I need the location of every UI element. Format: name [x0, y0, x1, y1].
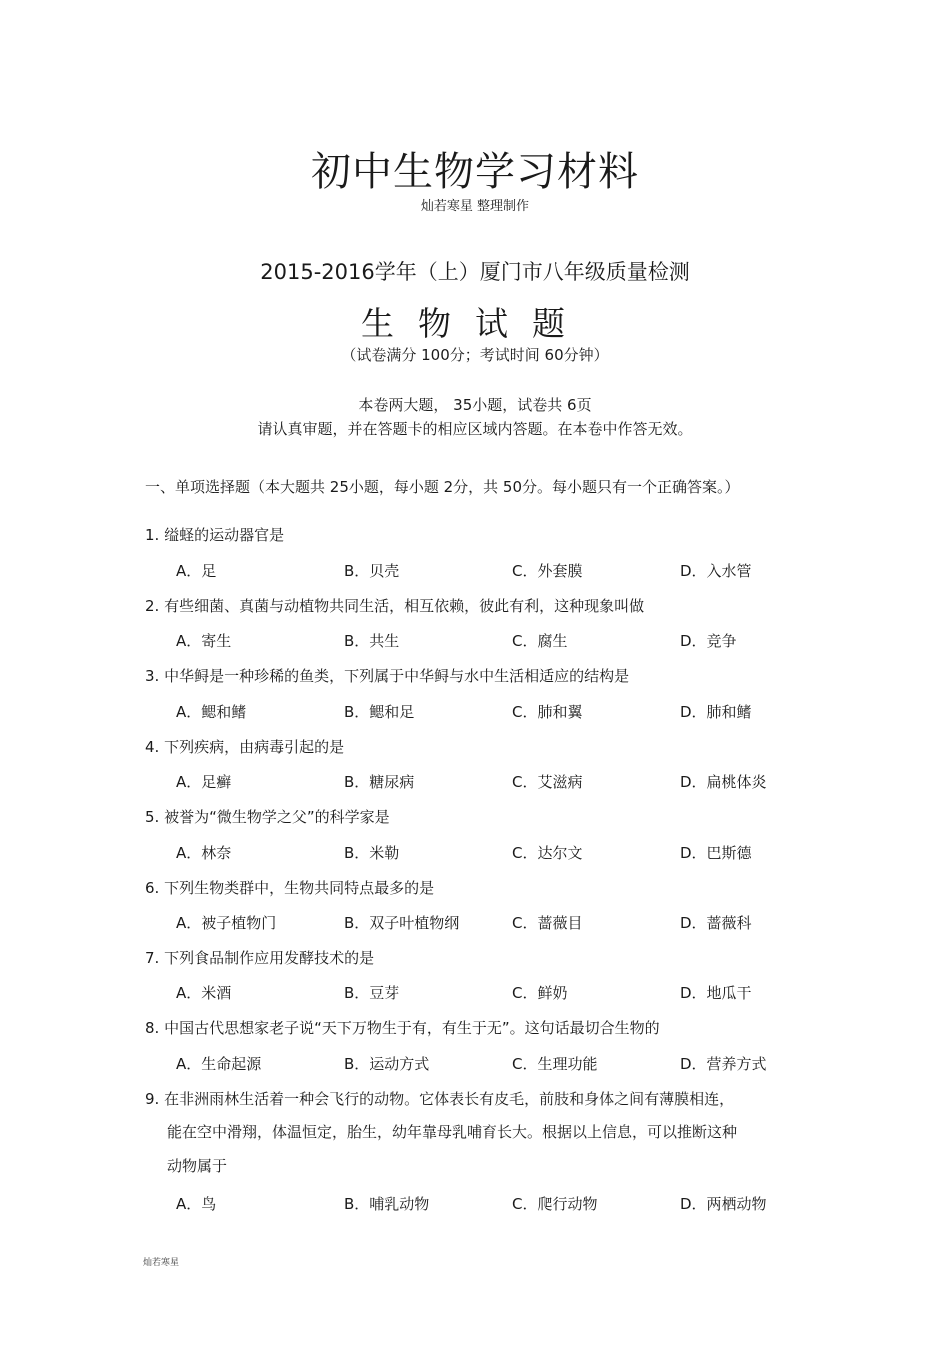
question-6-option-c: C．蔷薇目	[512, 914, 583, 932]
question-5-stem: 5. 被誉为“微生物学之父”的科学家是	[145, 808, 390, 826]
main-title: 初中生物学习材料	[311, 149, 639, 195]
question-9-option-b: B．哺乳动物	[344, 1195, 430, 1213]
question-2-option-b: B．共生	[344, 632, 400, 650]
instruction-1: 本卷两大题， 35小题，试卷共 6页	[358, 396, 592, 414]
question-8-option-c: C．生理功能	[512, 1055, 598, 1073]
section-heading: 一、单项选择题（本大题共 25小题，每小题 2分，共 50分。每小题只有一个正确答案。）	[145, 478, 740, 496]
question-8-option-a: A．生命起源	[176, 1055, 262, 1073]
question-7-option-d: D．地瓜干	[680, 984, 752, 1002]
question-5-option-d: D．巴斯德	[680, 844, 752, 862]
question-4-stem: 4. 下列疾病，由病毒引起的是	[145, 738, 345, 756]
question-9-stem-continued-1: 能在空中滑翔，体温恒定，胎生，幼年靠母乳哺育长大。根据以上信息，可以推断这种	[167, 1123, 738, 1141]
question-1-option-c: C．外套膜	[512, 562, 583, 580]
question-6-option-a: A．被子植物门	[176, 914, 277, 932]
page-footer: 灿若寒星	[143, 1258, 180, 1268]
question-8-option-b: B．运动方式	[344, 1055, 430, 1073]
exam-title: 2015-2016学年（上）厦门市八年级质量检测	[260, 260, 690, 284]
question-5-option-c: C．达尔文	[512, 844, 583, 862]
question-3-option-d: D．肺和鳍	[680, 703, 752, 721]
question-7-option-c: C．鲜奶	[512, 984, 568, 1002]
question-1-option-d: D．入水管	[680, 562, 752, 580]
question-4-option-d: D．扁桃体炎	[680, 773, 767, 791]
question-1-option-a: A．足	[176, 562, 217, 580]
question-2-option-d: D．竞争	[680, 632, 737, 650]
question-5-option-a: A．林奈	[176, 844, 232, 862]
question-7-option-a: A．米酒	[176, 984, 232, 1002]
question-8-stem: 8. 中国古代思想家老子说“天下万物生于有，有生于无”。这句话最切合生物的	[145, 1019, 660, 1037]
question-9-option-d: D．两栖动物	[680, 1195, 767, 1213]
question-2-option-a: A．寄生	[176, 632, 232, 650]
question-9-option-c: C．爬行动物	[512, 1195, 598, 1213]
author-line: 灿若寒星 整理制作	[420, 199, 530, 214]
question-9-stem: 9. 在非洲雨林生活着一种会飞行的动物。它体表长有皮毛，前肢和身体之间有薄膜相连，	[145, 1090, 735, 1108]
question-2-option-c: C．腐生	[512, 632, 568, 650]
question-5-option-b: B．米勒	[344, 844, 400, 862]
question-3-option-c: C．肺和翼	[512, 703, 583, 721]
exam-info: （试卷满分 100分；考试时间 60分钟）	[341, 346, 609, 364]
question-6-stem: 6. 下列生物类群中，生物共同特点最多的是	[145, 879, 435, 897]
question-4-option-b: B．糖尿病	[344, 773, 415, 791]
question-7-option-b: B．豆芽	[344, 984, 400, 1002]
question-1-stem: 1. 缢蛏的运动器官是	[145, 526, 285, 544]
question-3-stem: 3. 中华鲟是一种珍稀的鱼类，下列属于中华鲟与水中生活相适应的结构是	[145, 667, 630, 685]
question-7-stem: 7. 下列食品制作应用发酵技术的是	[145, 949, 375, 967]
question-6-option-d: D．蔷薇科	[680, 914, 752, 932]
question-6-option-b: B．双子叶植物纲	[344, 914, 460, 932]
question-2-stem: 2. 有些细菌、真菌与动植物共同生活，相互依赖，彼此有利，这种现象叫做	[145, 597, 645, 615]
question-9-option-a: A．鸟	[176, 1195, 217, 1213]
question-3-option-a: A．鳃和鳍	[176, 703, 247, 721]
subject-title: 生物试题	[361, 304, 589, 343]
question-3-option-b: B．鳃和足	[344, 703, 415, 721]
question-1-option-b: B．贝壳	[344, 562, 400, 580]
question-4-option-a: A．足癣	[176, 773, 232, 791]
question-4-option-c: C．艾滋病	[512, 773, 583, 791]
instruction-2: 请认真审题，并在答题卡的相应区域内答题。在本卷中作答无效。	[257, 420, 693, 438]
question-9-stem-continued-2: 动物属于	[167, 1157, 228, 1175]
question-8-option-d: D．营养方式	[680, 1055, 767, 1073]
